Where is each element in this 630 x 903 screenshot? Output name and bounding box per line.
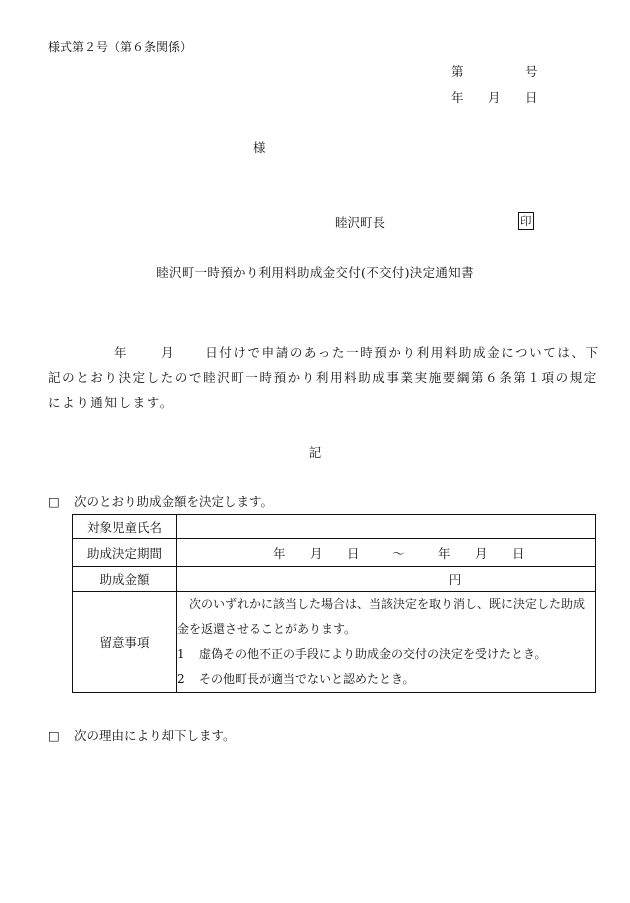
option-approve-label: 次のとおり助成金額を決定します。 [74,494,274,509]
body-line-2: 記のとおり決定したので睦沢町一時預かり利用料助成事業実施要綱第６条第１項の規定 [48,370,598,385]
issuer-title: 睦沢町長 [335,215,386,230]
table-row [73,515,596,539]
period-tilde: ～ [391,545,405,561]
period-month-2: 月 [474,545,488,561]
body-year: 年 [114,345,129,360]
notes-item [177,642,595,667]
period-range [177,544,595,562]
notes-cell [177,592,596,693]
period-year-2: 年 [437,545,451,561]
date-year: 年 [451,90,464,105]
option-reject[interactable] [48,726,236,744]
table-row [73,567,596,592]
option-reject-label: 次の理由により却下します。 [74,728,236,743]
notes-item [177,667,595,692]
doc-number-suffix: 号 [525,64,538,79]
row-label: 助成金額 [73,567,177,592]
checkbox-icon[interactable]: □ [48,494,60,509]
notes-item-text: 虚偽その他不正の手段により助成金の交付の決定を受けたとき。 [199,647,547,661]
row-label: 留意事項 [73,592,177,693]
decision-table [72,514,596,693]
table-row [73,592,596,693]
period-year-1: 年 [272,545,286,561]
child-name-cell[interactable] [177,515,596,539]
body-line-3: により通知します。 [48,395,174,410]
body-paragraph [48,340,600,415]
body-month: 月 [161,345,176,360]
body-line-1-rest: 日付けで申請のあった一時預かり利用料助成金については、下 [205,345,600,360]
document-title: 睦沢町一時預かり利用料助成金交付(不交付)決定通知書 [156,265,474,280]
row-label: 助成決定期間 [73,539,177,567]
ki-heading: 記 [308,445,322,460]
seal-mark: 印 [520,214,532,228]
addressee-suffix: 様 [253,140,266,155]
amount-cell[interactable]: 円 [177,567,596,592]
period-cell[interactable] [177,539,596,567]
doc-number-prefix: 第 [451,64,464,79]
date-month: 月 [488,90,501,105]
form-number: 様式第２号（第６条関係） [48,40,193,54]
notes-item-number: 2 [177,672,185,686]
notes-intro-1: 次のいずれかに該当した場合は、当該決定を取り消し、既に決定した助成 [189,597,586,611]
date-day: 日 [525,90,538,105]
row-label: 対象児童氏名 [73,515,177,539]
table-row [73,539,596,567]
period-day-2: 日 [511,545,525,561]
period-month-1: 月 [309,545,323,561]
body-line-1 [48,340,600,365]
notes-item-number: 1 [177,647,185,661]
notes-item-text: その他町長が適当でないと認めたとき。 [199,672,415,686]
notes-intro-2: 金を返還させることがあります。 [177,622,357,636]
checkbox-icon[interactable]: □ [48,728,60,743]
period-day-1: 日 [346,545,360,561]
option-approve[interactable] [48,492,273,510]
